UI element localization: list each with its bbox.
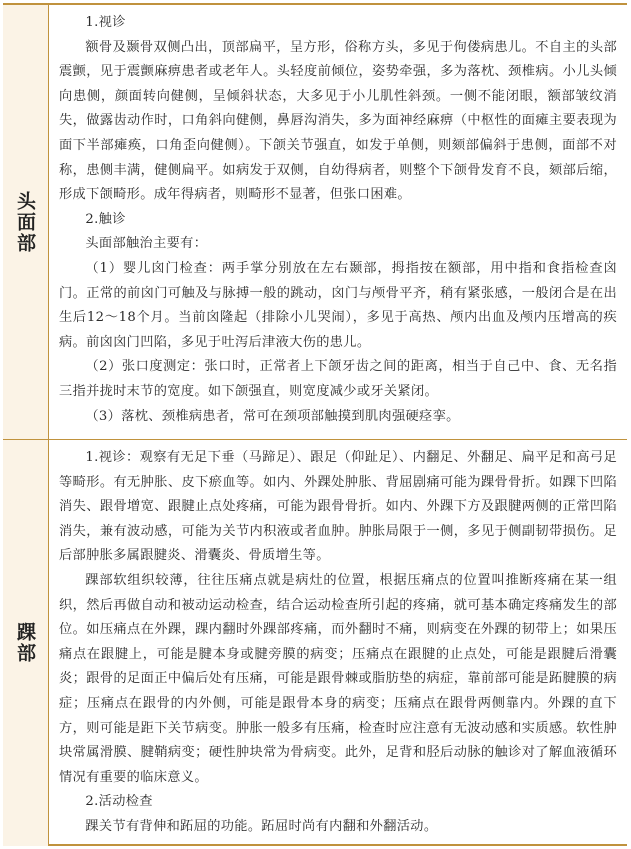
section-content bbox=[49, 440, 627, 846]
section-label: 踝部 bbox=[14, 622, 36, 664]
section-label-cell bbox=[3, 5, 49, 439]
content-table bbox=[3, 3, 627, 846]
section-row-ankle bbox=[3, 439, 627, 846]
section-label-cell bbox=[3, 440, 49, 846]
subheading-palpation: 2.触诊 bbox=[85, 211, 126, 227]
paragraph: 踝关节有背伸和跖屈的功能。跖屈时尚有内翻和外翻活动。 bbox=[85, 818, 438, 834]
paragraph: （3）落枕、颈椎病患者，常可在颈项部触摸到肌肉强硬痉挛。 bbox=[85, 408, 460, 424]
paragraph: 踝部软组织较薄，往往压痛点就是病灶的位置，根据压痛点的位置叫推断疼痛在某一组织，然后再做自动和被动运动检查，结合运动检查所引起的疼痛，就可基本确定疼痛发生的部位。如压痛点在外踝，踝内翻时外踝部疼痛，而外翻时不痛，则病变在外踝的韧带上；如果压痛点在跟腱上，可能是腱本身或腱旁膜的病变；压痛点在跟腱的止点处，可能是跟腱后滑囊炎；跟骨的足面正中偏后处有压痛，可能是跟骨棘或脂肪垫的病症，靠前部可能是跖腱膜的病症；压痛点在跟骨的内外侧，可能是跟骨本身的病变；压痛点在跟骨两侧靠内。外踝的直下方，则可能是距下关节病变。肿胀一般多有压痛，检查时应注意有无波动感和实质感。软性肿块常属滑膜、腱鞘病变；硬性肿块常为骨病变。此外，足背和胫后动脉的触诊对了解血液循环情况有重要的临床意义。 bbox=[59, 572, 617, 785]
paragraph: 额骨及颞骨双侧凸出，顶部扁平，呈方形，俗称方头，多见于佝偻病患儿。不自主的头部震颤，见于震颤麻痹患者或老年人。头轻度前倾位，姿势牵强，多为落枕、颈椎病。小儿头倾向患侧，颜面转向健侧，呈倾斜状态，大多见于小儿肌性斜颈。一侧不能闭眼，额部皱纹消失，做露齿动作时，口角斜向健侧，鼻唇沟消失，多为面神经麻痹（中枢性的面瘫主要表现为面下半部瘫痪，口角歪向健侧）。下颌关节强直，如发于单侧，则颏部偏斜于患侧，面部不对称，患侧丰满，健侧扁平。如病发于双侧，自幼得病者，则整个下颌骨发育不良，颏部后缩，形成下颌畸形。成年得病者，则畸形不显著，但张口困难。 bbox=[59, 39, 617, 203]
subheading-motion-exam: 2.活动检查 bbox=[85, 794, 153, 810]
section-label: 头面部 bbox=[14, 190, 36, 254]
paragraph: （2）张口度测定：张口时，正常者上下颌牙齿之间的距离，相当于自己中、食、无名指三指并拢时末节的宽度。如下颌强直，则宽度减少或牙关紧闭。 bbox=[59, 359, 617, 399]
section-content bbox=[49, 5, 627, 439]
section-row-head-face bbox=[3, 5, 627, 439]
paragraph: （1）婴儿囟门检查：两手掌分别放在左右颞部，拇指按在额部，用中指和食指检查囟门。正常的前囟门可触及与脉搏一般的跳动，囟门与颅骨平齐，稍有紧张感，一般闭合是在出生后12～18个月。当前囟隆起（排除小儿哭闹），多见于高热、颅内出血及颅内压增高的疾病。前囟囟门凹陷，多见于吐泻后津液大伤的患儿。 bbox=[59, 260, 617, 350]
paragraph: 头面部触治主要有： bbox=[85, 236, 208, 252]
subheading-inspection: 1.视诊 bbox=[85, 15, 126, 30]
paragraph: 1.视诊：观察有无足下垂（马蹄足）、跟足（仰趾足）、内翻足、外翻足、扁平足和高弓足等畸形。有无肿胀、皮下瘀血等。如内、外踝处肿胀、背屈剧痛可能为踝骨骨折。如踝下凹陷消失、跟骨增宽、跟腱止点处疼痛，可能为跟骨骨折。如内、外踝下方及跟腱两侧的正常凹陷消失，兼有波动感，可能为关节内积液或者血肿。肿胀局限于一侧，多见于侧副韧带损伤。足后部肿胀多属跟腱炎、滑囊炎、骨质增生等。 bbox=[59, 450, 617, 564]
